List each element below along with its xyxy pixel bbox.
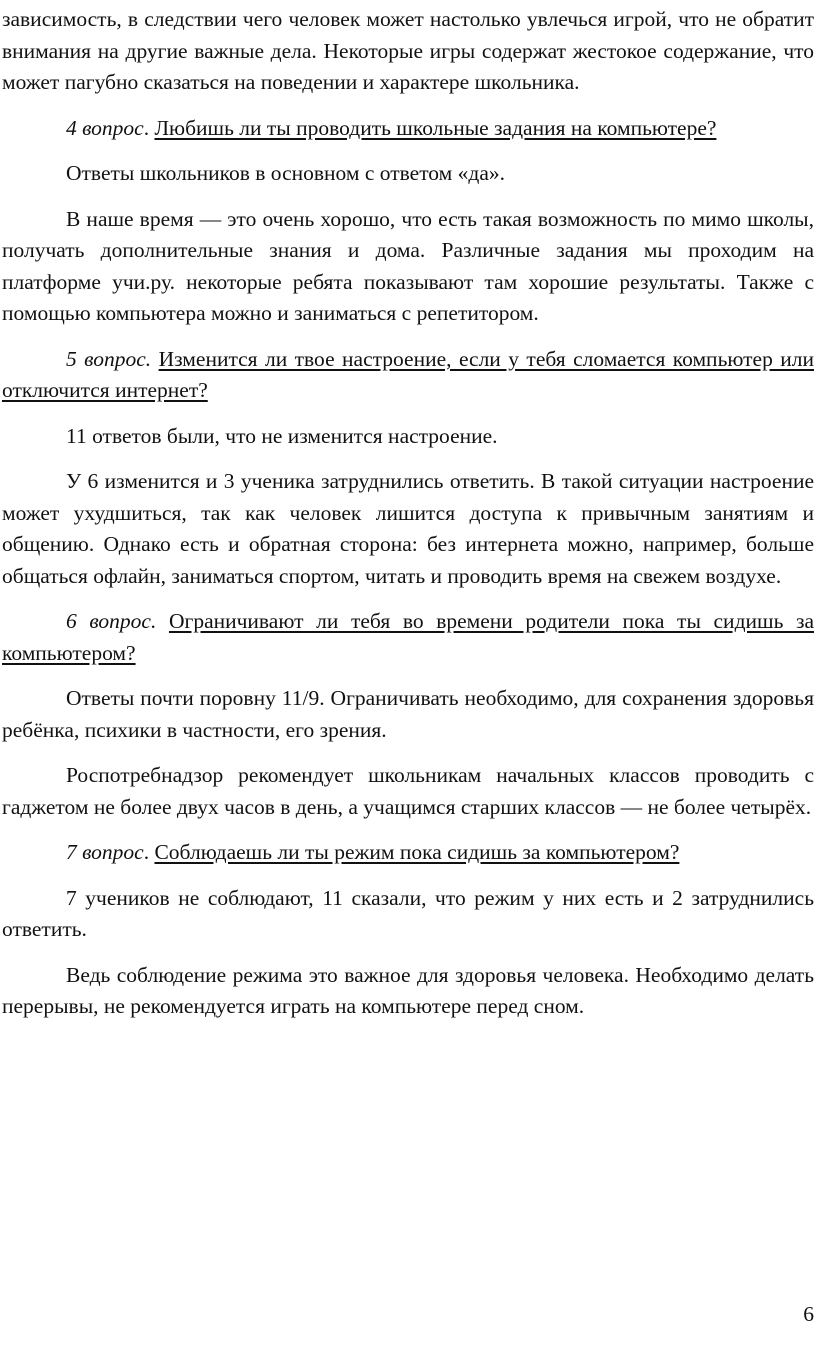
question-label: 6 вопрос. bbox=[66, 609, 157, 633]
question-6 bbox=[2, 606, 814, 669]
question-separator: . bbox=[143, 115, 155, 140]
question-label: 5 вопрос. bbox=[66, 346, 152, 371]
answer-paragraph: 7 учеников не соблюдают, 11 сказали, что режим у них есть и 2 затруднились ответить. bbox=[2, 885, 814, 941]
answer-paragraph: У 6 изменится и 3 ученика затруднились ответить. В такой ситуации настроение может ухудшиться, так как человек лишится доступа к привычным занятиям и общению. Однако есть и обратная сторона: без интернета можно, например, больше общаться офлайн, заниматься спортом, читать и проводить время на свежем воздухе. bbox=[2, 469, 814, 588]
paragraph-continuation: зависимость, в следствии чего человек может настолько увлечься игрой, что не обратит внимания на другие важные дела. Некоторые игры содержат жестокое содержание, что может пагубно сказаться на поведении и характере школьника. bbox=[2, 7, 814, 94]
question-text: Ограничивают ли тебя во времени родители пока ты сидишь за компьютером? bbox=[2, 609, 815, 665]
question-text: Любишь ли ты проводить школьные задания на компьютере? bbox=[154, 115, 717, 140]
question-label: 4 вопрос bbox=[66, 115, 144, 140]
question-separator bbox=[156, 609, 169, 633]
answer-paragraph: Ответы школьников в основном с ответом «да». bbox=[66, 161, 505, 185]
page-number: 6 bbox=[803, 1302, 814, 1326]
question-4 bbox=[2, 113, 814, 145]
answer-paragraph: Роспотребнадзор рекомендует школьникам начальных классов проводить с гаджетом не более двух часов в день, а учащимся старших классов — не более четырёх. bbox=[2, 763, 814, 819]
answer-paragraph: Ведь соблюдение режима это важное для здоровья человека. Необходимо делать перерывы, не рекомендуется играть на компьютере перед сном. bbox=[2, 962, 814, 1018]
answer-paragraph: В наше время — это очень хорошо, что есть такая возможность по мимо школы, получать дополнительные знания и дома. Различные задания мы проходим на платформе учи.ру. некоторые ребята показывают там хорошие результаты. Также с помощью компьютера можно и заниматься с репетитором. bbox=[2, 206, 814, 325]
question-separator bbox=[151, 347, 158, 371]
question-separator: . bbox=[143, 840, 155, 864]
answer-paragraph: 11 ответов были, что не изменится настроение. bbox=[66, 423, 498, 448]
question-label: 7 вопрос bbox=[66, 840, 144, 864]
question-5 bbox=[2, 344, 814, 407]
question-text: Изменится ли твое настроение, если у тебя сломается компьютер или отключится интернет? bbox=[2, 346, 815, 402]
page-content bbox=[2, 4, 814, 1023]
question-text: Соблюдаешь ли ты режим пока сидишь за компьютером? bbox=[154, 840, 680, 864]
question-7 bbox=[2, 837, 814, 869]
answer-paragraph: Ответы почти поровну 11/9. Ограничивать необходимо, для сохранения здоровья ребёнка, психики в частности, его зрения. bbox=[2, 686, 814, 742]
